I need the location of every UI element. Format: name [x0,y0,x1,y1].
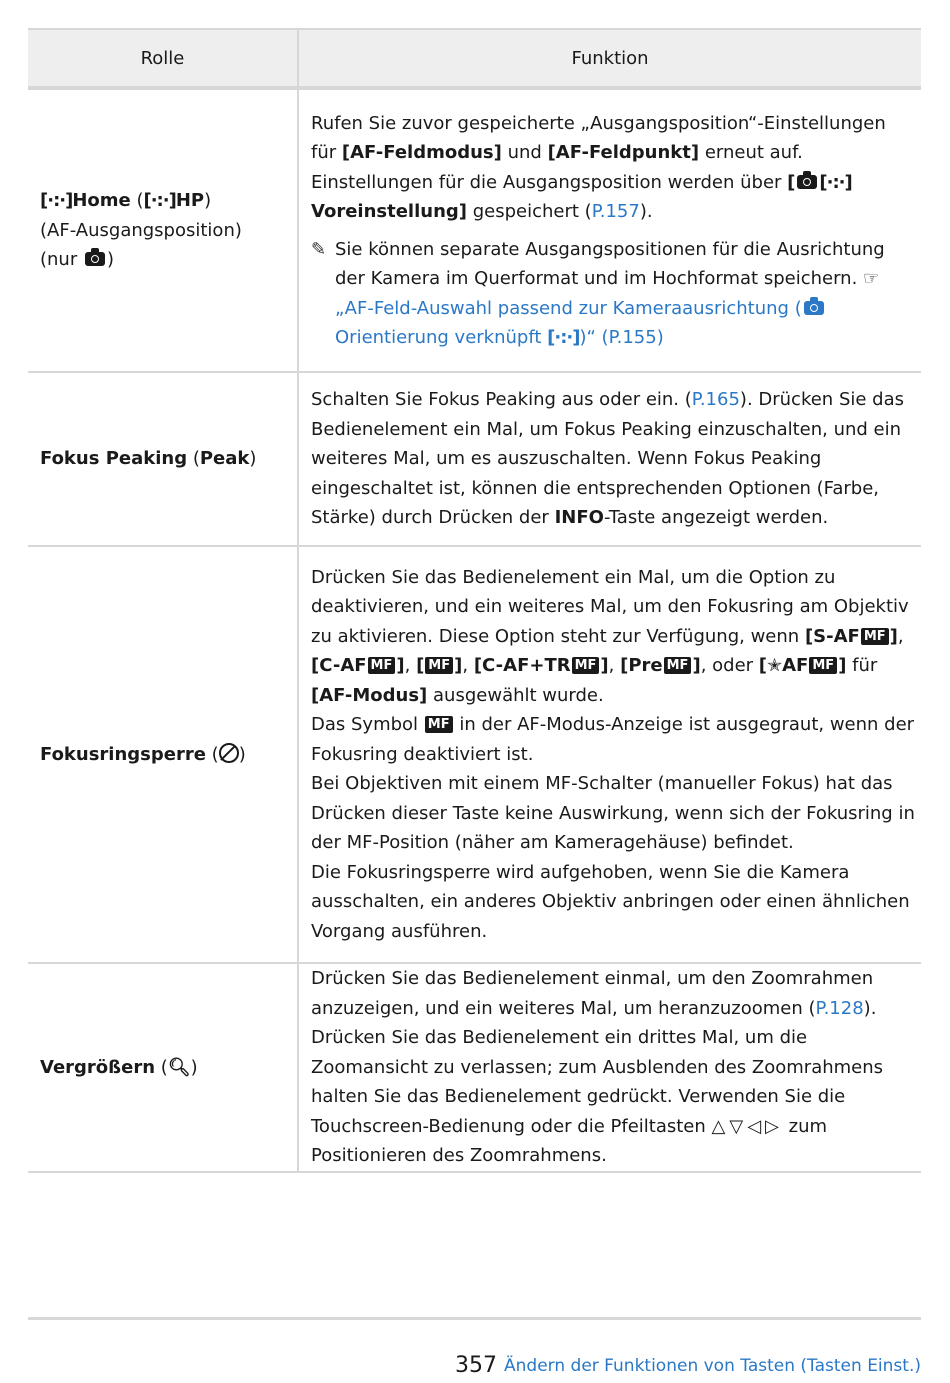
table-row [28,88,921,372]
table-header-row [28,29,921,88]
function-cell-magnify: Drücken Sie das Bedienelement einmal, um den Zoomrahmen anzuzeigen, und ein weiteres Mal, um heranzuzoomen (P.128). Drücken Sie das Bedienelement ein drittes Mal, um die Zoomansicht zu verlassen; zum Ausblenden des Zoomrahmens halten Sie das Bedienelement gedrückt. Verwenden Sie die Touchscreen-Bedienung oder die Pfeiltasten △▽◁▷ zum Positionieren des Zoomrahmens. [298,963,921,1172]
mf-icon: MF [368,657,396,674]
role-only-prefix: (nur [40,249,78,271]
mf-icon: MF [664,657,692,674]
page-link[interactable]: P.128 [815,997,864,1019]
reference-hand-icon: ☞ [863,268,880,289]
section-link[interactable]: Ändern der Funktionen von Tasten (Tasten Einst.) [504,1356,921,1376]
role-abbr: Peak [199,448,250,470]
role-cell-focus-ring-lock: Fokusringsperre ( ) [28,546,298,963]
af-target-icon: [·:·] [547,327,580,348]
mf-icon: MF [425,716,453,733]
header-role: Rolle [28,29,298,88]
focus-ring-lock-icon [219,743,239,763]
role-cell-peaking: Fokus Peaking (Peak) [28,372,298,546]
function-cell-home [298,88,921,372]
camera-icon [797,175,817,189]
table-row [28,372,921,546]
cross-reference-link[interactable]: „AF-Feld-Auswahl passend zur Kameraausrichtung (Orientierung verknüpft [·:·])“ (P.155) [335,298,826,349]
camera-icon [85,252,105,266]
tip-lightbulb-icon: ✎ [311,238,327,260]
function-cell-peaking: Schalten Sie Fokus Peaking aus oder ein. (P.165). Drücken Sie das Bedienelement ein Mal, um Fokus Peaking einzuschalten, und ein weiteres Mal, um es auszuschalten. Wenn Fokus Peaking eingeschaltet ist, können die entsprechenden Optionen (Farbe, Stärke) durch Drücken der INFO-Taste angezeigt werden. [298,372,921,546]
role-abbr: HP [175,190,205,212]
table-row [28,963,921,1172]
role-name: Fokus Peaking [40,448,188,470]
magnify-icon: 🔍︎ [167,1056,191,1078]
role-name: Vergrößern [40,1056,156,1078]
camera-icon [804,301,824,315]
role-cell-magnify: Vergrößern (🔍︎) [28,963,298,1172]
mf-icon: MF [572,657,600,674]
header-function: Funktion [298,29,921,88]
function-table [28,28,921,1173]
page-link[interactable]: P.165 [691,389,740,411]
mf-icon: MF [861,628,889,645]
page-link[interactable]: P.157 [591,201,640,222]
af-target-icon: [·:·] [819,171,852,193]
tip-note: ✎ Sie können separate Ausgangspositionen für die Ausrichtung der Kamera im Querformat und im Hochformat speichern. ☞ „AF-Feld-Auswahl passend zur Kameraausrichtung (Orientierung verknüpft [·:·])“ (P.155) [311,235,915,353]
star-af-icon: ✭ [767,655,783,677]
page-number: 357 [455,1353,497,1378]
table-row [28,546,921,963]
role-cell-home: [·:·]Home ([·:·]HP) (AF-Ausgangsposition) (nur ) [28,88,298,372]
function-cell-focus-ring-lock: Drücken Sie das Bedienelement ein Mal, um die Option zu deaktivieren, und ein weiteres Mal, um den Fokusring am Objektiv zu aktivieren. Diese Option steht zur Verfügung, wenn [S-AF MF ], [C-AF MF ], [ MF ], [C-AF+TR MF ], [Pre MF ], oder [✭AF MF ] für [AF-Modus] ausgewählt wurde. Das Symbol MF in der AF-Modus-Anzeige ist ausgegraut, wenn der Fokusring deaktiviert ist. Bei Objektiven mit einem MF-Schalter (manueller Fokus) hat das Drücken dieser Taste keine Auswirkung, wenn sich der Fokusring in der MF-Position (näher am Kameragehäuse) befindet. Die Fokusringsperre wird aufgehoben, wenn Sie die Kamera ausschalten, ein anderes Objektiv anbringen oder einen ähnlichen Vorgang ausführen. [298,546,921,963]
af-target-icon: [·:·] [40,190,73,212]
af-target-icon: [·:·] [143,190,176,212]
arrow-keys-icon: △▽◁▷ [711,1115,783,1137]
role-name: Fokusringsperre [40,743,206,765]
role-subtitle: (AF-Ausgangsposition) [40,219,242,241]
mf-icon: MF [425,657,453,674]
mf-icon: MF [809,657,837,674]
function-text: Rufen Sie zuvor gespeicherte „Ausgangsposition“-Einstellungen für [AF-Feldmodus] und [AF-Feldpunkt] erneut auf. Einstellungen für die Ausgangsposition werden über [ [·:·] Voreinstellung] gespeichert (P.157). [311,112,886,222]
role-name: Home [72,190,131,212]
content-table-container [28,28,921,1173]
footer-divider [28,1317,921,1320]
